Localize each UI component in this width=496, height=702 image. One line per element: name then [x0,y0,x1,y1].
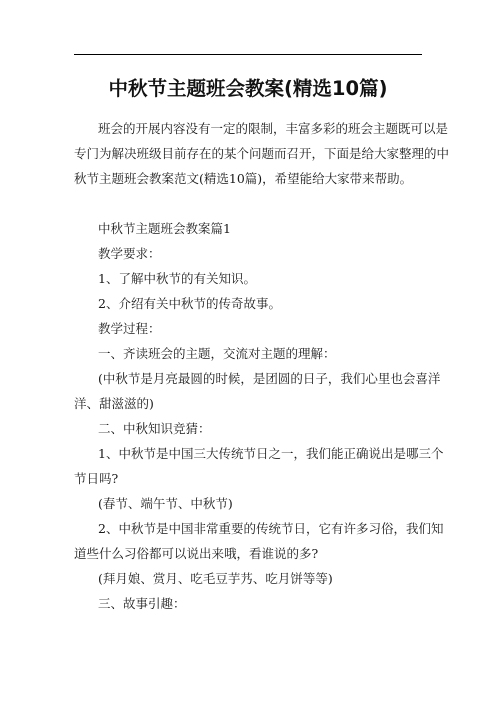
step1-heading: 一、齐读班会的主题，交流对主题的理解： [98,346,336,361]
question1-line-1: 1、中秋节是中国三大传统节日之一，我们能正确说出是哪三个 [98,446,444,461]
intro-line-3: 秋节主题班会教案范文(精选10篇)，希望能给大家带来帮助。 [74,171,413,186]
intro-line-2: 专门为解决班级目前存在的某个问题而召开，下面是给大家整理的中 [74,146,450,161]
question1-line-2: 节日吗? [74,471,119,486]
process-heading: 教学过程： [98,321,161,336]
header-rule [74,54,422,55]
question2-line-2: 道些什么习俗都可以说出来哦，看谁说的多? [74,546,319,561]
answer2: (拜月娘、赏月、吃毛豆芋艿、吃月饼等等) [98,571,333,586]
step2-heading: 二、中秋知识竞猜： [98,421,211,436]
requirement-item-2: 2、介绍有关中秋节的传奇故事。 [98,296,281,311]
step1-text-line-2: 洋、甜滋滋的) [74,396,154,411]
requirements-heading: 教学要求： [98,246,161,261]
step1-text-line-1: (中秋节是月亮最圆的时候，是团圆的日子，我们心里也会喜洋 [98,371,441,386]
question2-line-1: 2、中秋节是中国非常重要的传统节日，它有许多习俗，我们知 [98,521,444,536]
intro-line-1: 班会的开展内容没有一定的限制，丰富多彩的班会主题既可以是 [98,121,449,136]
answer1: (春节、端午节、中秋节) [98,496,233,511]
requirement-item-1: 1、了解中秋节的有关知识。 [98,271,256,286]
step3-heading: 三、故事引趣： [98,596,186,611]
section-heading: 中秋节主题班会教案篇1 [98,221,231,236]
document-title: 中秋节主题班会教案(精选10篇) [108,77,388,100]
